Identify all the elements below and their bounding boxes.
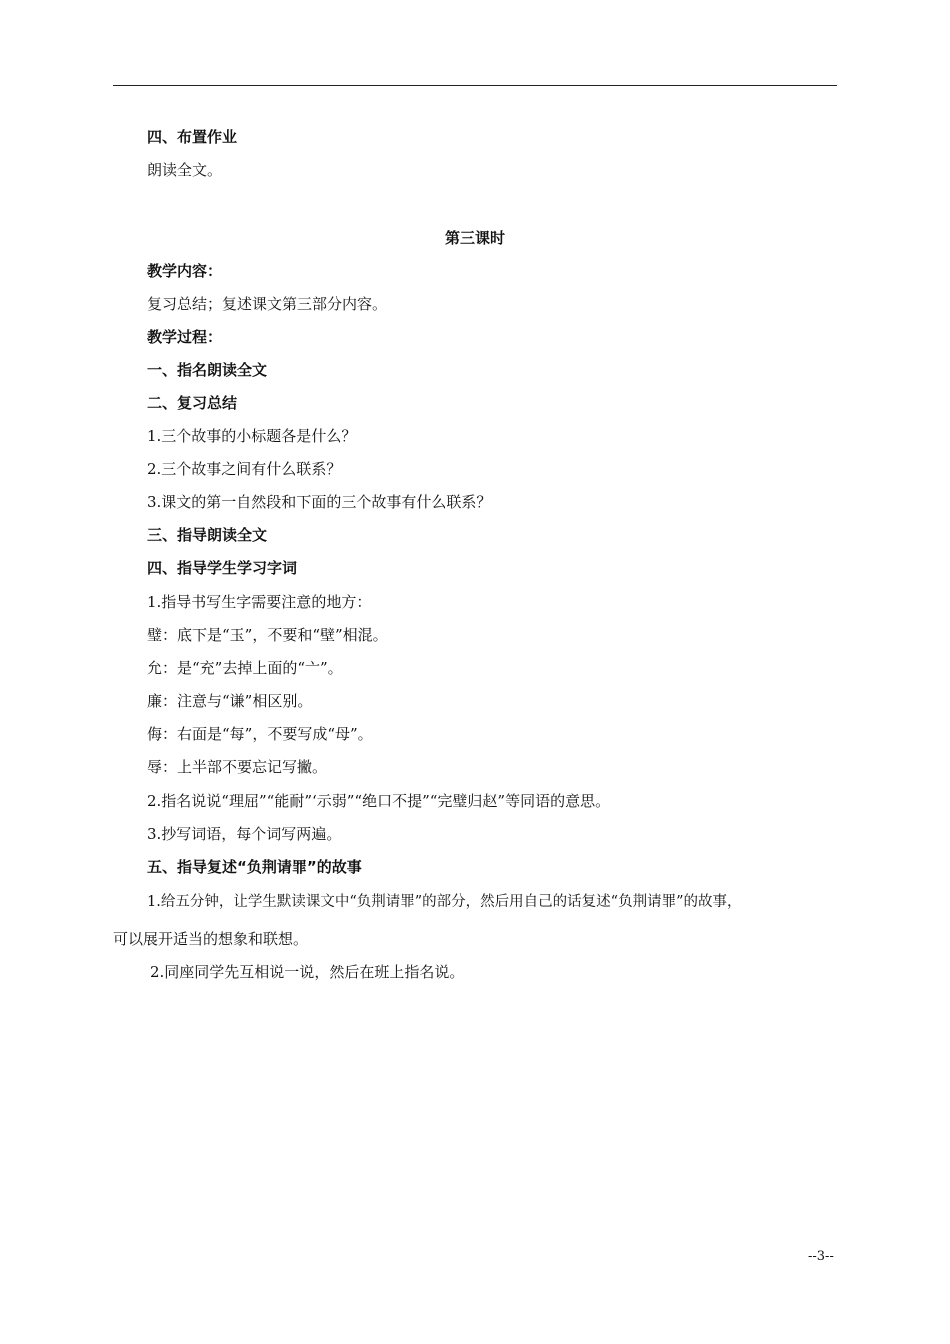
section-heading: 二、复习总结 <box>147 394 238 412</box>
paragraph: 辱：上半部不要忘记写撇。 <box>147 758 328 776</box>
section-heading: 五、指导复述“负荆请罪”的故事 <box>147 858 362 876</box>
paragraph: 朗读全文。 <box>147 161 223 179</box>
page-number: --3-- <box>808 1249 834 1264</box>
lesson-title: 第三课时 <box>444 229 505 247</box>
list-item: 2.三个故事之间有什么联系？ <box>147 460 342 478</box>
list-item: 3.抄写词语，每个词写两遍。 <box>147 825 342 843</box>
section-heading: 四、指导学生学习字词 <box>147 559 298 577</box>
list-item: 1.三个故事的小标题各是什么？ <box>147 427 357 445</box>
paragraph: 允：是“充”去掉上面的“亠”。 <box>147 659 343 677</box>
header-rule <box>113 85 837 86</box>
paragraph-continuation: 可以展开适当的想象和联想。 <box>113 930 309 948</box>
paragraph: 廉：注意与“谦”相区别。 <box>147 692 313 710</box>
section-heading: 三、指导朗读全文 <box>147 526 268 544</box>
paragraph: 复习总结；复述课文第三部分内容。 <box>147 295 388 313</box>
list-item: 1.给五分钟，让学生默读课文中“负荆请罪”的部分，然后用自己的话复述“负荆请罪”的故事， <box>147 894 742 910</box>
paragraph: 侮：右面是“每”，不要写成“母”。 <box>147 725 373 743</box>
list-item: 3.课文的第一自然段和下面的三个故事有什么联系？ <box>147 493 492 511</box>
list-item: 1.指导书写生字需要注意的地方： <box>147 593 372 611</box>
list-item: 2.同座同学先互相说一说，然后在班上指名说。 <box>150 963 465 981</box>
paragraph: 璧：底下是“玉”，不要和“壁”相混。 <box>147 626 388 644</box>
section-heading: 教学内容： <box>147 262 223 280</box>
section-heading: 一、指名朗读全文 <box>147 361 268 379</box>
section-heading: 教学过程： <box>147 328 223 346</box>
section-heading: 四、布置作业 <box>147 128 238 146</box>
list-item: 2.指名说说“理屈”“能耐”‘示弱”“绝口不提”“完璧归赵”等同语的意思。 <box>147 792 611 810</box>
